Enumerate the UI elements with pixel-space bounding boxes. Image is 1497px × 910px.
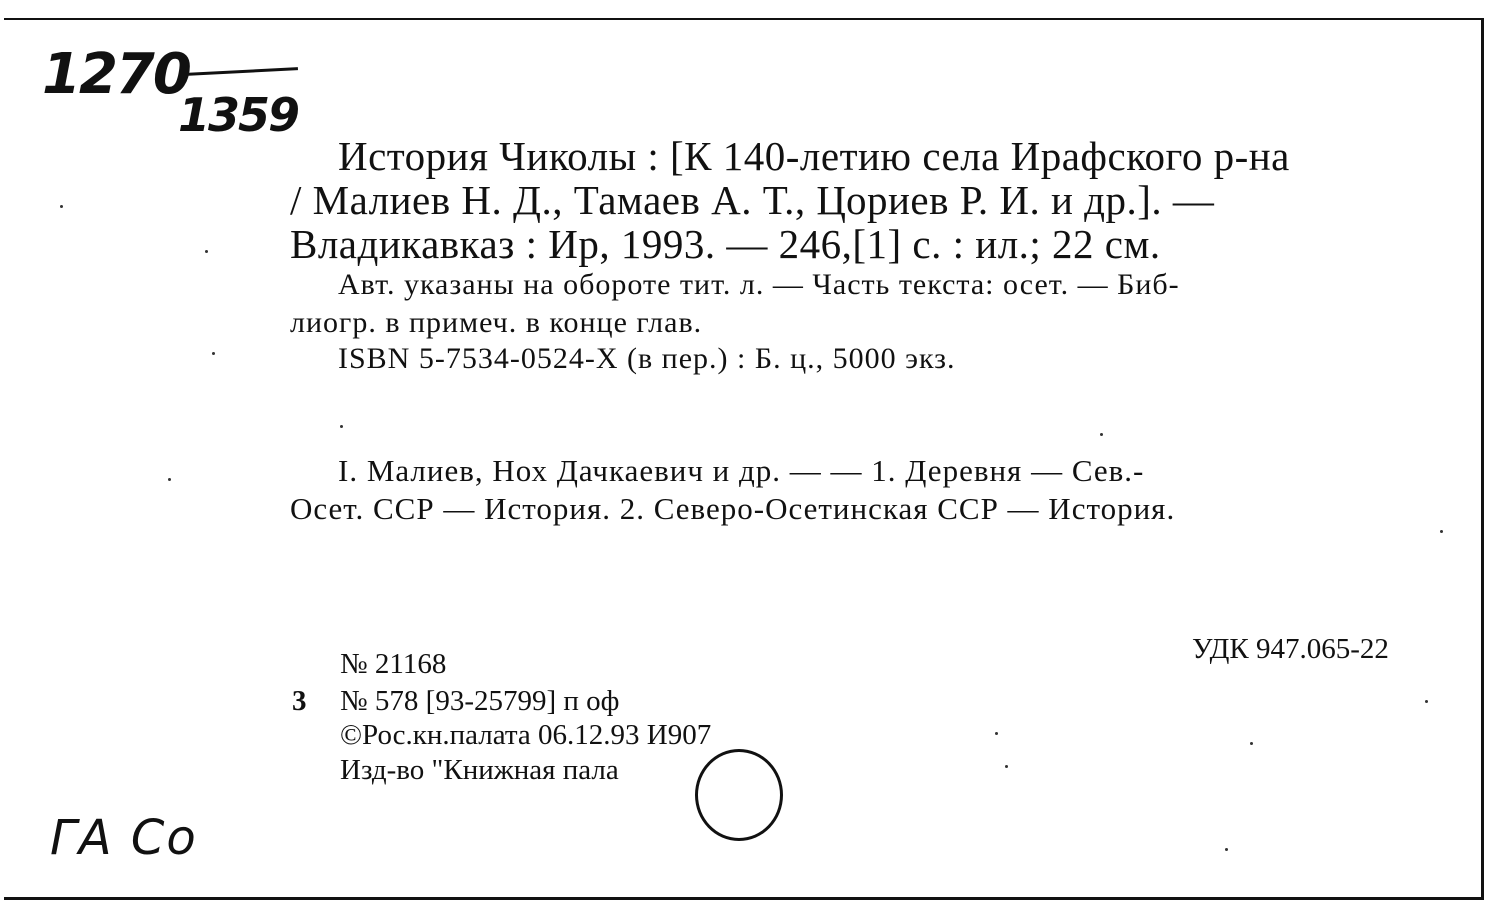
scan-speck [1425,700,1428,703]
scan-speck [60,205,63,208]
entry-title-line-3: Владикавказ : Ир, 1993. — 246,[1] с. : ил.; 22 см. [290,221,1161,267]
entry-note-line-2: лиогр. в примеч. в конце глав. [290,306,703,339]
copyright-line: ©Рос.кн.палата 06.12.93 И907 [340,719,712,751]
scan-speck [212,352,215,355]
scan-speck [1005,765,1008,768]
order-line: № 578 [93-25799] п оф [340,685,620,717]
entry-title-line-2: / Малиев Н. Д., Тамаев А. Т., Цориев Р. И. и др.]. — [290,177,1215,223]
scan-speck [1440,530,1443,533]
card-number: № 21168 [340,648,447,680]
shelfmark-numerator: 1270 [42,42,190,107]
entry-note-line-1: Авт. указаны на обороте тит. л. — Часть текста: осет. — Биб- [338,268,1180,301]
scan-speck [1250,742,1253,745]
entry-isbn: ISBN 5-7534-0524-X (в пер.) : Б. ц., 5000 экз. [338,342,956,375]
handwritten-initials: ГА Со [50,810,198,866]
scan-speck [1100,433,1103,436]
shelfmark-denominator: 1359 [178,88,299,142]
subject-line-2: Осет. ССР — История. 2. Северо-Осетинская ССР — История. [290,491,1176,526]
scan-speck [995,732,998,735]
scan-speck [1225,848,1228,851]
scan-speck [168,478,171,481]
punch-hole-circle [695,749,783,841]
scan-speck [205,250,208,253]
publisher-line: Изд-во "Книжная пала [340,754,619,786]
udc-code: УДК 947.065-22 [1192,633,1389,665]
entry-title-line-1: История Чиколы : [К 140-летию села Ирафского р-на [338,133,1290,179]
scan-speck [340,425,343,428]
copy-digit: 3 [292,685,307,717]
subject-line-1: I. Малиев, Нох Дачкаевич и др. — — 1. Деревня — Сев.- [338,453,1145,488]
